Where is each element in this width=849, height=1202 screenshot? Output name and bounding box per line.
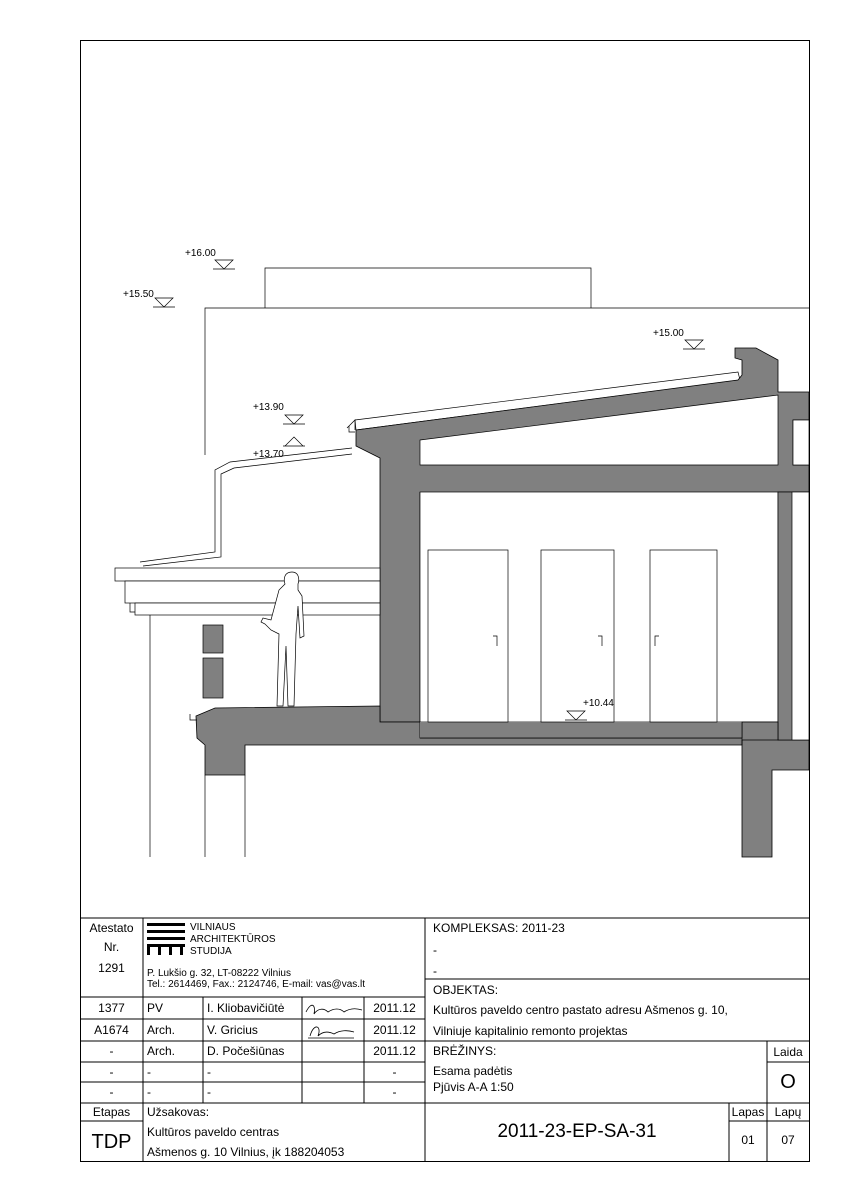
objektas-label: OBJEKTAS: [433,983,499,997]
level-marker-13-70 [283,437,305,446]
etapas-label: Etapas [92,1105,131,1119]
staff-date: - [392,1085,397,1099]
studio-contacts: Tel.: 2614469, Fax.: 2124746, E-mail: vas@vas.lt [147,979,366,990]
staff-no: - [109,1044,114,1058]
level-marker-16-00 [213,260,235,269]
kompleksas-dash-2: - [433,964,437,978]
staff-no: - [109,1065,114,1079]
studio-name-1: VILNIAUS [190,922,236,933]
staff-no: 1377 [98,1001,125,1015]
uzsakovas-line-1: Kultūros paveldo centras [147,1125,280,1139]
section-drawing [115,268,809,857]
objektas-line-2: Vilniuje kapitalinio remonto projektas [433,1024,628,1038]
staff-name: I. Kliobavičiūtė [207,1001,285,1015]
level-label-10-44: +10.44 [583,698,614,709]
studio-name-3: STUDIJA [190,946,232,957]
staff-role: PV [147,1001,164,1015]
laida-value: O [780,1071,796,1093]
brezinys-line-2: Pjūvis A-A 1:50 [433,1080,514,1094]
signatures [306,1005,362,1038]
brezinys-label: BRĖŽINYS: [433,1044,497,1058]
uzsakovas-label: Užsakovas: [147,1105,210,1119]
signature-gricius [308,1027,354,1038]
atestato-nr-label: Nr. [103,940,120,954]
atestato-label: Atestato [89,921,134,935]
signature-kliobaviciute [306,1005,362,1014]
level-marker-15-50 [153,298,175,307]
drawing-number: 2011-23-EP-SA-31 [497,1121,657,1142]
lapu-label: Lapų [774,1105,802,1119]
staff-date: 2011.12 [373,1001,416,1015]
staff-role: Arch. [147,1023,176,1037]
uzsakovas-line-2: Ašmenos g. 10 Vilnius, įk 188204053 [147,1145,345,1159]
level-label-13-70: +13.70 [253,449,284,460]
door-3 [650,550,717,722]
brezinys-line-1: Esama padėtis [433,1064,513,1078]
kompleksas-dash-1: - [433,943,437,957]
laida-label: Laida [773,1045,803,1059]
lapu-value: 07 [781,1133,795,1147]
kompleksas: KOMPLEKSAS: 2011-23 [433,921,565,935]
level-marker-15-00 [683,340,705,349]
staff-role: - [147,1065,151,1079]
atestato-number: 1291 [98,961,125,975]
staff-role: - [147,1085,151,1099]
staff-date: 2011.12 [373,1044,416,1058]
level-label-16-00: +16.00 [185,248,216,259]
staff-name: D. Počešiūnas [207,1044,285,1058]
staff-no: - [109,1085,114,1099]
level-label-15-50: +15.50 [123,289,154,300]
level-label-13-90: +13.90 [253,402,284,413]
objektas-line-1: Kultūros paveldo centro pastato adresu Ašmenos g. 10, [433,1003,728,1017]
lapas-label: Lapas [731,1105,765,1119]
lapas-value: 01 [741,1133,755,1147]
studio-logo [147,923,185,955]
studio-name-2: ARCHITEKTŪROS [190,934,276,945]
level-label-15-00: +15.00 [653,328,684,339]
staff-date: - [392,1065,397,1079]
staff-name: - [207,1085,211,1099]
staff-role: Arch. [147,1044,176,1058]
level-marker-13-90 [283,415,305,424]
studio-address: P. Lukšio g. 32, LT-08222 Vilnius [147,968,291,979]
staff-name: - [207,1065,211,1079]
staff-name: V. Gricius [207,1023,258,1037]
staff-no: A1674 [94,1023,129,1037]
etapas-value: TDP [91,1131,132,1153]
staff-date: 2011.12 [373,1023,416,1037]
